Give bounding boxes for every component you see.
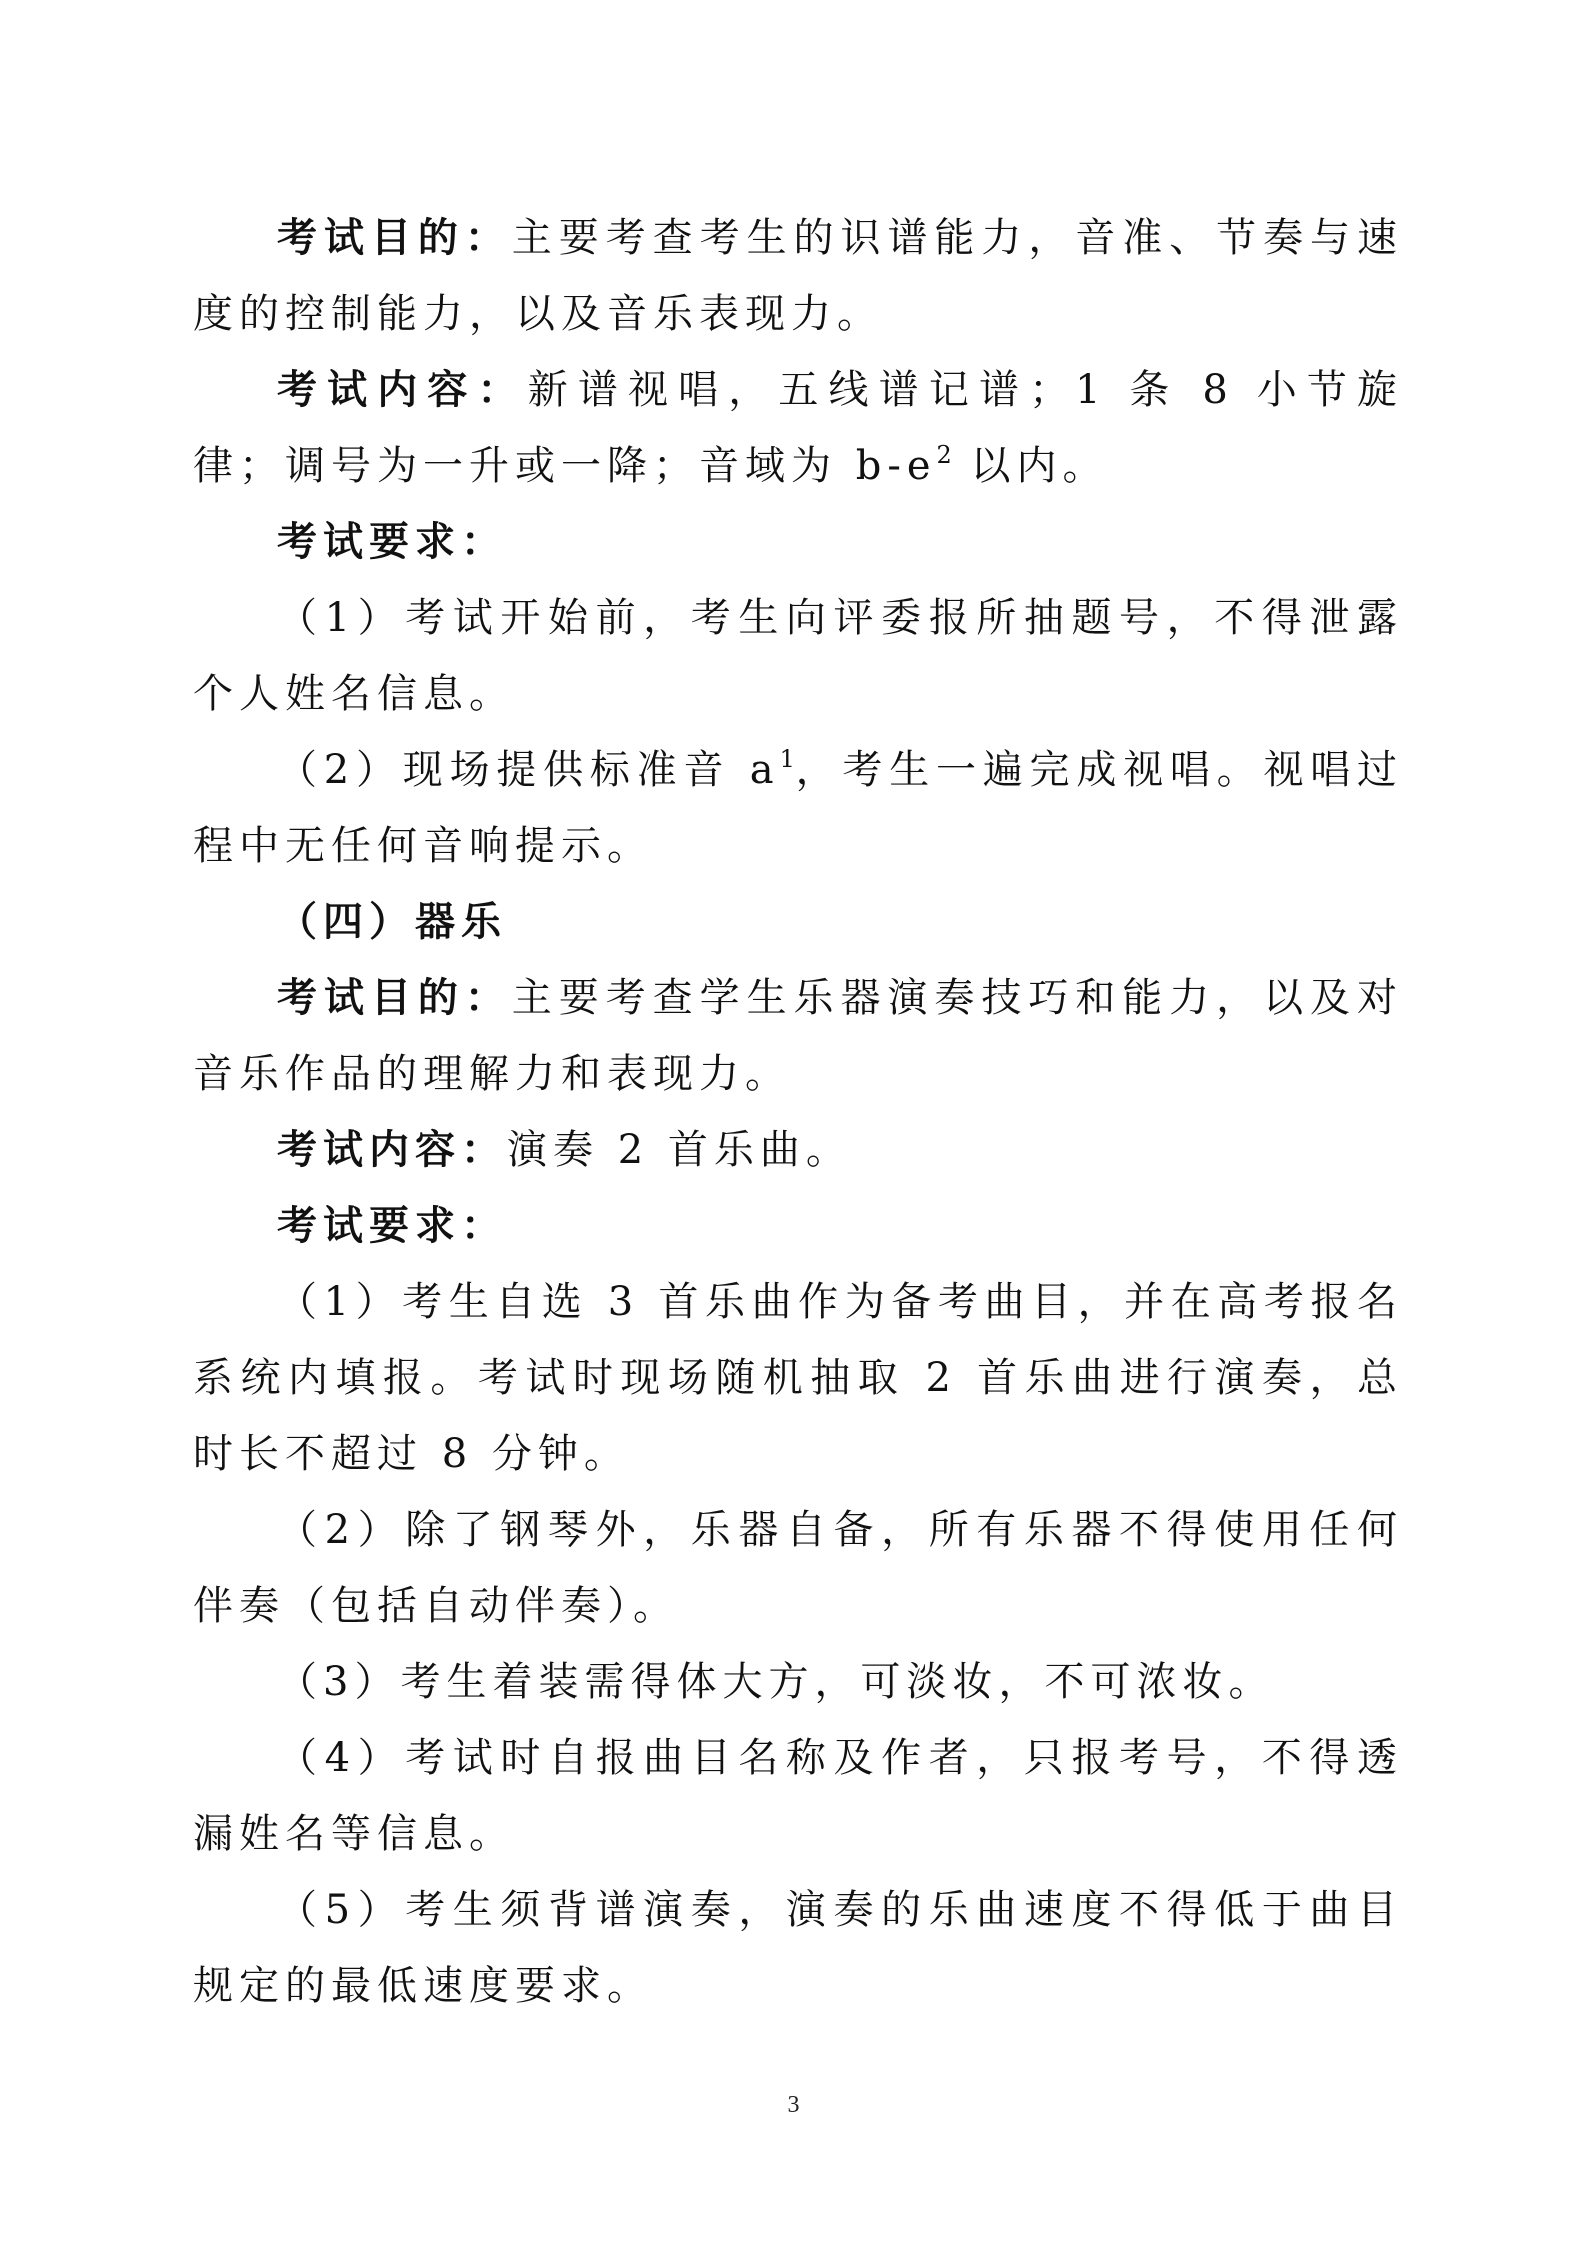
range-superscript: 2 [936, 441, 952, 469]
instrument-requirements-label [193, 1188, 1403, 1264]
vocal-requirement-1: （1）考试开始前，考生向评委报所抽题号，不得泄露个人姓名信息。 [193, 595, 1403, 717]
page-number: 3 [787, 2092, 800, 2118]
req2-text: （2）现场提供标准音 a [277, 747, 780, 793]
content-text-end: 以内。 [951, 443, 1109, 489]
vocal-purpose-paragraph [193, 200, 1403, 352]
content-text: 新谱视唱，五线谱记谱；1 条 8 小节旋律；调号为一升或一降；音域为 b-e [193, 367, 1403, 489]
instrument-requirement-4: （4）考试时自报曲目名称及作者，只报考号，不得透漏姓名等信息。 [193, 1735, 1403, 1857]
content-text: 演奏 2 首乐曲。 [507, 1127, 852, 1173]
purpose-text: 主要考查考生的识谱能力，音准、节奏与速度的控制能力，以及音乐表现力。 [193, 215, 1404, 337]
content-label: 考试内容： [277, 366, 528, 413]
purpose-label: 考试目的： [277, 214, 512, 261]
vocal-requirement-2 [193, 732, 1403, 884]
instrument-requirement-3: （3）考生着装需得体大方，可淡妆，不可浓妆。 [277, 1659, 1275, 1705]
requirements-label: 考试要求： [277, 1202, 507, 1249]
purpose-text: 主要考查学生乐器演奏技巧和能力，以及对音乐作品的理解力和表现力。 [193, 975, 1404, 1097]
purpose-label: 考试目的： [277, 974, 512, 1021]
instrument-requirement-5: （5）考生须背谱演奏，演奏的乐曲速度不得低于曲目规定的最低速度要求。 [193, 1887, 1403, 2009]
instrument-requirement-2: （2）除了钢琴外，乐器自备，所有乐器不得使用任何伴奏（包括自动伴奏）。 [193, 1507, 1403, 1629]
vocal-content-paragraph [193, 352, 1403, 504]
instrument-purpose-paragraph [193, 960, 1403, 1112]
instrument-section-heading: （四）器乐 [277, 898, 507, 945]
req2-text-end: ，考生一遍完成视唱。视唱过程中无任何音响提示。 [193, 747, 1404, 869]
requirements-label: 考试要求： [277, 518, 507, 565]
instrument-content-paragraph [193, 1112, 1403, 1188]
pitch-superscript: 1 [779, 745, 795, 773]
instrument-requirement-1: （1）考生自选 3 首乐曲作为备考曲目，并在高考报名系统内填报。考试时现场随机抽取 2 首乐曲进行演奏，总时长不超过 8 分钟。 [193, 1279, 1403, 1477]
vocal-requirements-label [193, 504, 1403, 580]
content-label: 考试内容： [277, 1126, 507, 1173]
